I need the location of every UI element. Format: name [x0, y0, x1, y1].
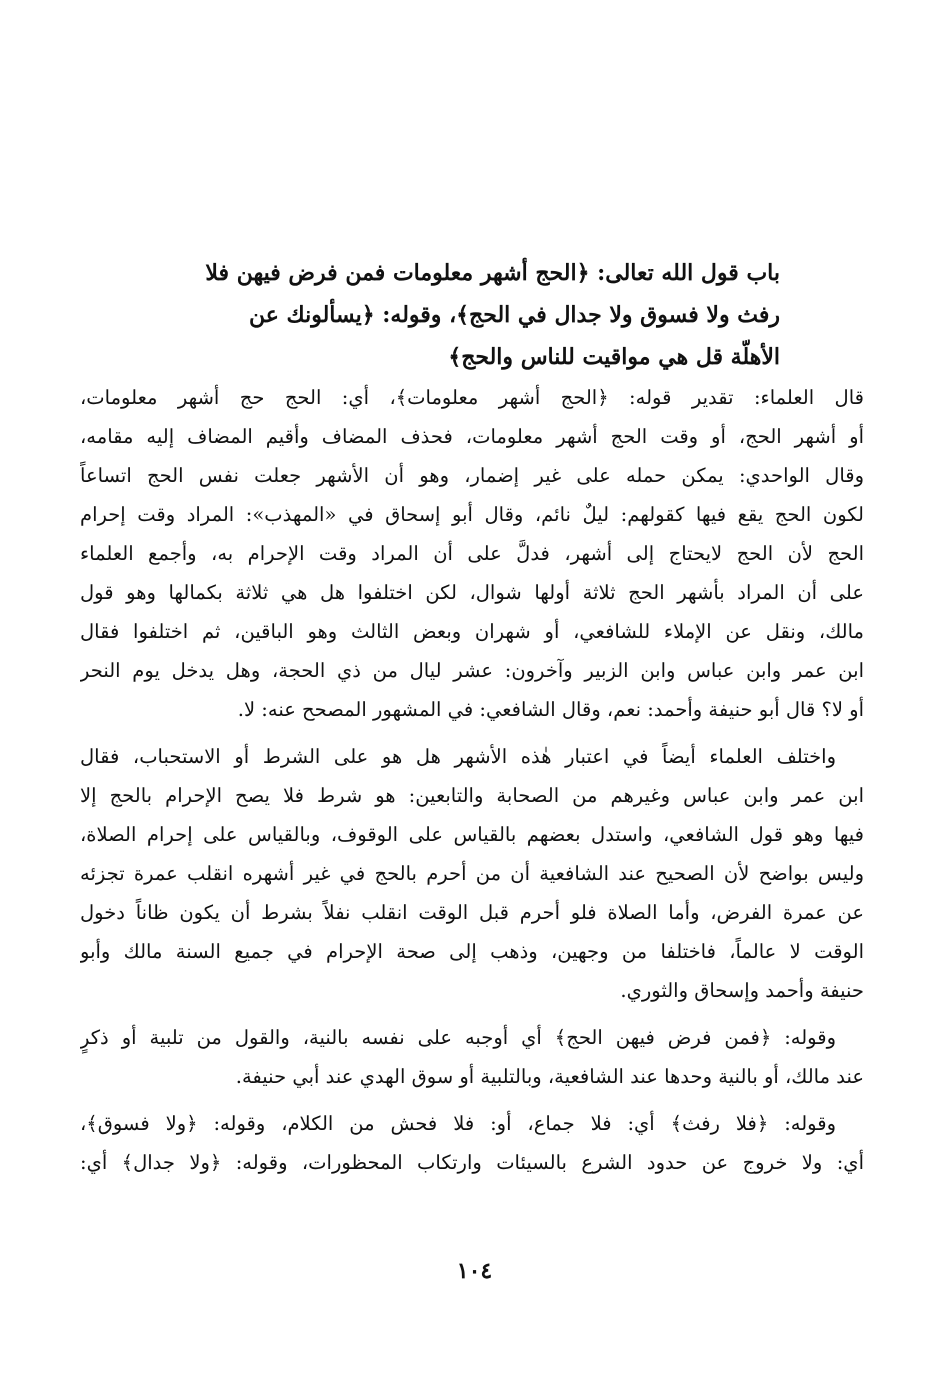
text-line: وقوله: ﴿فمن فرض فيهن الحج﴾ أي أوجبه على نفسه بالنية، والقول من تلبية أو ذكرٍ [80, 1026, 836, 1049]
paragraph [80, 1104, 864, 1182]
text-line: أي: ولا خروج عن حدود الشرع بالسيئات وارتكاب المحظورات، وقوله: ﴿ولا جدال﴾ أي: [80, 1151, 864, 1174]
text-line: وقوله: ﴿فلا رفث﴾ أي: فلا جماع، أو: فلا فحش من الكلام، وقوله: ﴿ولا فسوق﴾، [80, 1112, 836, 1135]
text-line: فيها وهو قول الشافعي، واستدل بعضهم بالقياس على الوقوف، وبالقياس على إحرام الصلاة، [80, 823, 864, 846]
text-line: لكون الحج يقع فيها كقولهم: ليلٌ نائم، وقال أبو إسحاق في «المهذب»: المراد وقت إحرام [80, 503, 864, 526]
text-line: عند مالك، أو بالنية وحدها عند الشافعية، وبالتلبية أو سوق الهدي عند أبي حنيفة. [235, 1065, 864, 1088]
text-line: حنيفة وأحمد وإسحاق والثوري. [620, 979, 864, 1002]
text-line: ابن عمر وابن عباس وابن الزبير وآخرون: عشر ليال من ذي الحجة، وهل يدخل يوم النحر [80, 659, 864, 682]
heading-line: باب قول الله تعالى: ﴿الحج أشهر معلومات فمن فرض فيهن فلا [205, 260, 780, 286]
text-line: قال العلماء: تقدير قوله: ﴿الحج أشهر معلومات﴾، أي: الحج حج أشهر معلومات، [80, 386, 864, 409]
text-line: أو لا؟ قال أبو حنيفة وأحمد: نعم، وقال الشافعي: في المشهور المصحح عنه: لا. [237, 698, 864, 721]
text-line: الحج لأن الحج لايحتاج إلى أشهر، فدلَّ على أن المراد وقت الإحرام به، وأجمع العلماء [80, 542, 864, 565]
text-line: عن عمرة الفرض، وأما الصلاة فلو أحرم قبل الوقت انقلب نفلاً بشرط أن يكون ظاناً دخول [80, 901, 864, 924]
heading-line: الأهلّة قل هي مواقيت للناس والحج﴾ [448, 344, 780, 370]
paragraph [80, 1018, 864, 1096]
heading-line: رفث ولا فسوق ولا جدال في الحج﴾، وقوله: ﴿يسألونك عن [249, 302, 780, 328]
text-line: الوقت لا عالماً، فاختلفا من وجهين، وذهب إلى صحة الإحرام في جميع السنة مالك وأبو [80, 940, 864, 963]
body-text [80, 378, 864, 1182]
text-line: ابن عمر وابن عباس وغيرهم من الصحابة والتابعين: هو شرط فلا يصح الإحرام بالحج إلا [80, 784, 864, 807]
chapter-heading [180, 252, 780, 378]
page-number: ١٠٤ [456, 1258, 493, 1284]
text-line: واختلف العلماء أيضاً في اعتبار هٰذه الأشهر هل هو على الشرط أو الاستحباب، فقال [80, 745, 836, 768]
text-line: أو أشهر الحج، أو وقت الحج أشهر معلومات، فحذف المضاف وأقيم المضاف إليه مقامه، [80, 425, 864, 448]
paragraph [80, 378, 864, 729]
text-line: على أن المراد بأشهر الحج ثلاثة أولها شوال، لكن اختلفوا هل هي ثلاثة بكمالها وهو قول [80, 581, 864, 604]
text-line: مالك، ونقل عن الإملاء للشافعي، أو شهران وبعض الثالث وهو الباقين، ثم اختلفوا فقال [80, 620, 864, 643]
text-line: وليس بواضح لأن الصحيح عند الشافعية أن من أحرم بالحج في غير أشهره انقلب عمرة تجزئه [80, 862, 864, 885]
paragraph [80, 737, 864, 1010]
text-line: وقال الواحدي: يمكن حمله على غير إضمار، وهو أن الأشهر جعلت نفس الحج اتساعاً [80, 464, 864, 487]
